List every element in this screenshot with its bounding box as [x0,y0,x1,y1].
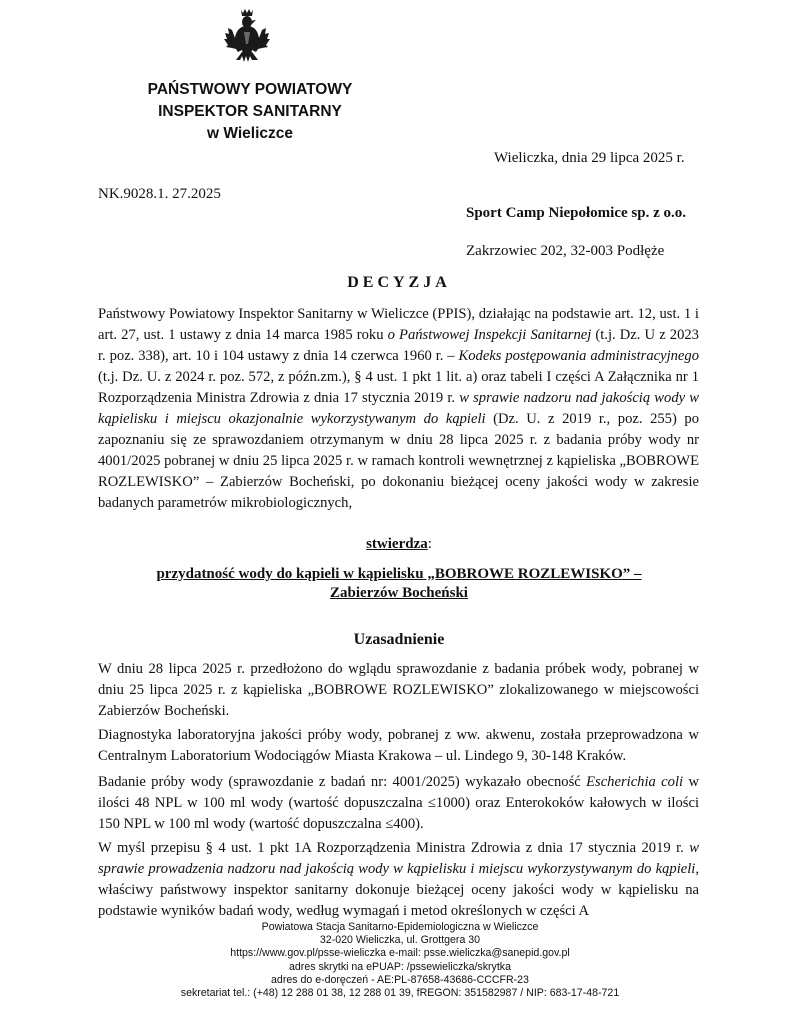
finding-line-2: Zabierzów Bocheński [330,585,468,601]
paragraph-1: W dniu 28 lipca 2025 r. przedłożono do wglądu sprawozdanie z badania próbek wody, pobranej w dniu 25 lipca 2025 r. z kąpieliska „BOBROWE ROZLEWISKO” zlokalizowanego w miejscowości Zabierzów Bocheński. [98,661,699,719]
finding-label-text: stwierdza [366,536,428,552]
footer-line-3: https://www.gov.pl/psse-wieliczka e-mail: psse.wieliczka@sanepid.gov.pl [230,947,570,960]
polish-eagle-icon [222,8,272,64]
p4-italic-1: w sprawie prowadzenia nadzoru nad jakością wody w kąpielisku i miejscu wykorzystywanym do kąpieli [98,840,699,877]
intro-text-4: (Dz. U. z 2019 r., poz. 255) po zapoznaniu się ze sprawozdaniem otrzymanym w dniu 28 lipca 2025 r. z badania próby wody nr 4001/2025 pobranej w dniu 25 lipca 2025 r. w ramach kontroli wewnętrznej z kąpieliska „BOBROWE ROZLEWISKO” – Zabierzów Bocheński, po dokonaniu bieżącej oceny jakości wody w zakresie badanych parametrów mikrobiologicznych, [98,411,700,511]
office-name [110,79,390,145]
footer-line-5: adres do e-doręczeń - AE:PL-87658-43686-CCCFR-23 [271,973,529,986]
office-line-1: PAŃSTWOWY POWIATOWY [147,81,353,98]
case-number: NK.9028.1. 27.2025 [98,186,221,202]
justification-heading: Uzasadnienie [353,631,445,648]
p3-text-1: Badanie próby wody (sprawozdanie z badań nr: 4001/2025) wykazało obecność [98,774,587,790]
p3-text-2: w ilości 48 NPL w 100 ml wody (wartość dopuszczalna ≤1000) oraz Enterokoków kałowych w ilości 150 NPL w 100 ml wody (wartość dopuszczalna ≤400). [98,774,699,832]
footer-line-6: sekretariat tel.: (+48) 12 288 01 38, 12 288 01 39, fREGON: 351582987 / NIP: 683-17-48-721 [180,987,620,1000]
recipient-address: Zakrzowiec 202, 32-003 Podłęże [466,243,665,259]
p4-text-1: W myśl przepisu § 4 ust. 1 pkt 1A Rozporządzenia Ministra Zdrowia z dnia 17 stycznia 2019 r. [98,840,690,856]
intro-text-1: Państwowy Powiatowy Inspektor Sanitarny w Wieliczce (PPIS), działając na podstawie art. 12, ust. 1 i art. 27, ust. 1 ustawy z dnia 14 marca 1985 roku [98,306,699,343]
footer [150,921,650,1000]
office-line-2: INSPEKTOR SANITARNY [158,103,342,120]
intro-paragraph [98,304,699,514]
finding-line-1: przydatność wody do kąpieli w kąpielisku „BOBROWE ROZLEWISKO” – [156,566,642,582]
intro-italic-2: Kodeks postępowania administracyjnego [458,348,699,364]
p3-italic-1: Escherichia coli [586,774,684,790]
footer-line-1: Powiatowa Stacja Sanitarno-Epidemiologiczna w Wieliczce [261,921,539,933]
finding-label [0,534,798,554]
paragraph-3 [98,772,699,835]
intro-text-2: (t.j. Dz. U z 2023 r. poz. 338), art. 10 i 104 ustawy z dnia 14 czerwca 1960 r. – [98,327,699,364]
office-line-3: w Wieliczce [206,125,293,142]
footer-line-2: 32-020 Wieliczka, ul. Grottgera 30 [319,934,481,947]
place-date: Wieliczka, dnia 29 lipca 2025 r. [494,150,685,166]
footer-line-4: adres skrytki na ePUAP: /pssewieliczka/skrytka [289,960,511,973]
p4-text-2: , właściwy państwowy inspektor sanitarny dokonuje bieżącej oceny jakości wody w kąpielisku na podstawie wyników badań wody, według wymagań i metod określonych w części A [98,861,699,919]
intro-italic-1: o Państwowej Inspekcji Sanitarnej [387,327,592,343]
recipient-name: Sport Camp Niepołomice sp. z o.o. [466,205,686,221]
intro-italic-3: w sprawie nadzoru nad jakością wody w kąpielisku i miejscu okazjonalnie wykorzystywanym do kąpieli [98,390,699,427]
paragraph-2: Diagnostyka laboratoryjna jakości próby wody, pobranej z ww. akwenu, została przeprowadzona w Centralnym Laboratorium Wodociągów Miasta Krakowa – ul. Lindego 9, 30-148 Kraków. [98,727,699,764]
paragraph-4 [98,838,699,922]
intro-text-3: (t.j. Dz. U. z 2024 r. poz. 572, z późn.zm.), § 4 ust. 1 pkt 1 lit. a) oraz tabeli I części A Załącznika nr 1 Rozporządzenia Ministra Zdrowia z dnia 17 stycznia 2019 r. [98,369,699,406]
document-title: DECYZJA [347,274,451,291]
finding-colon: : [427,536,432,552]
